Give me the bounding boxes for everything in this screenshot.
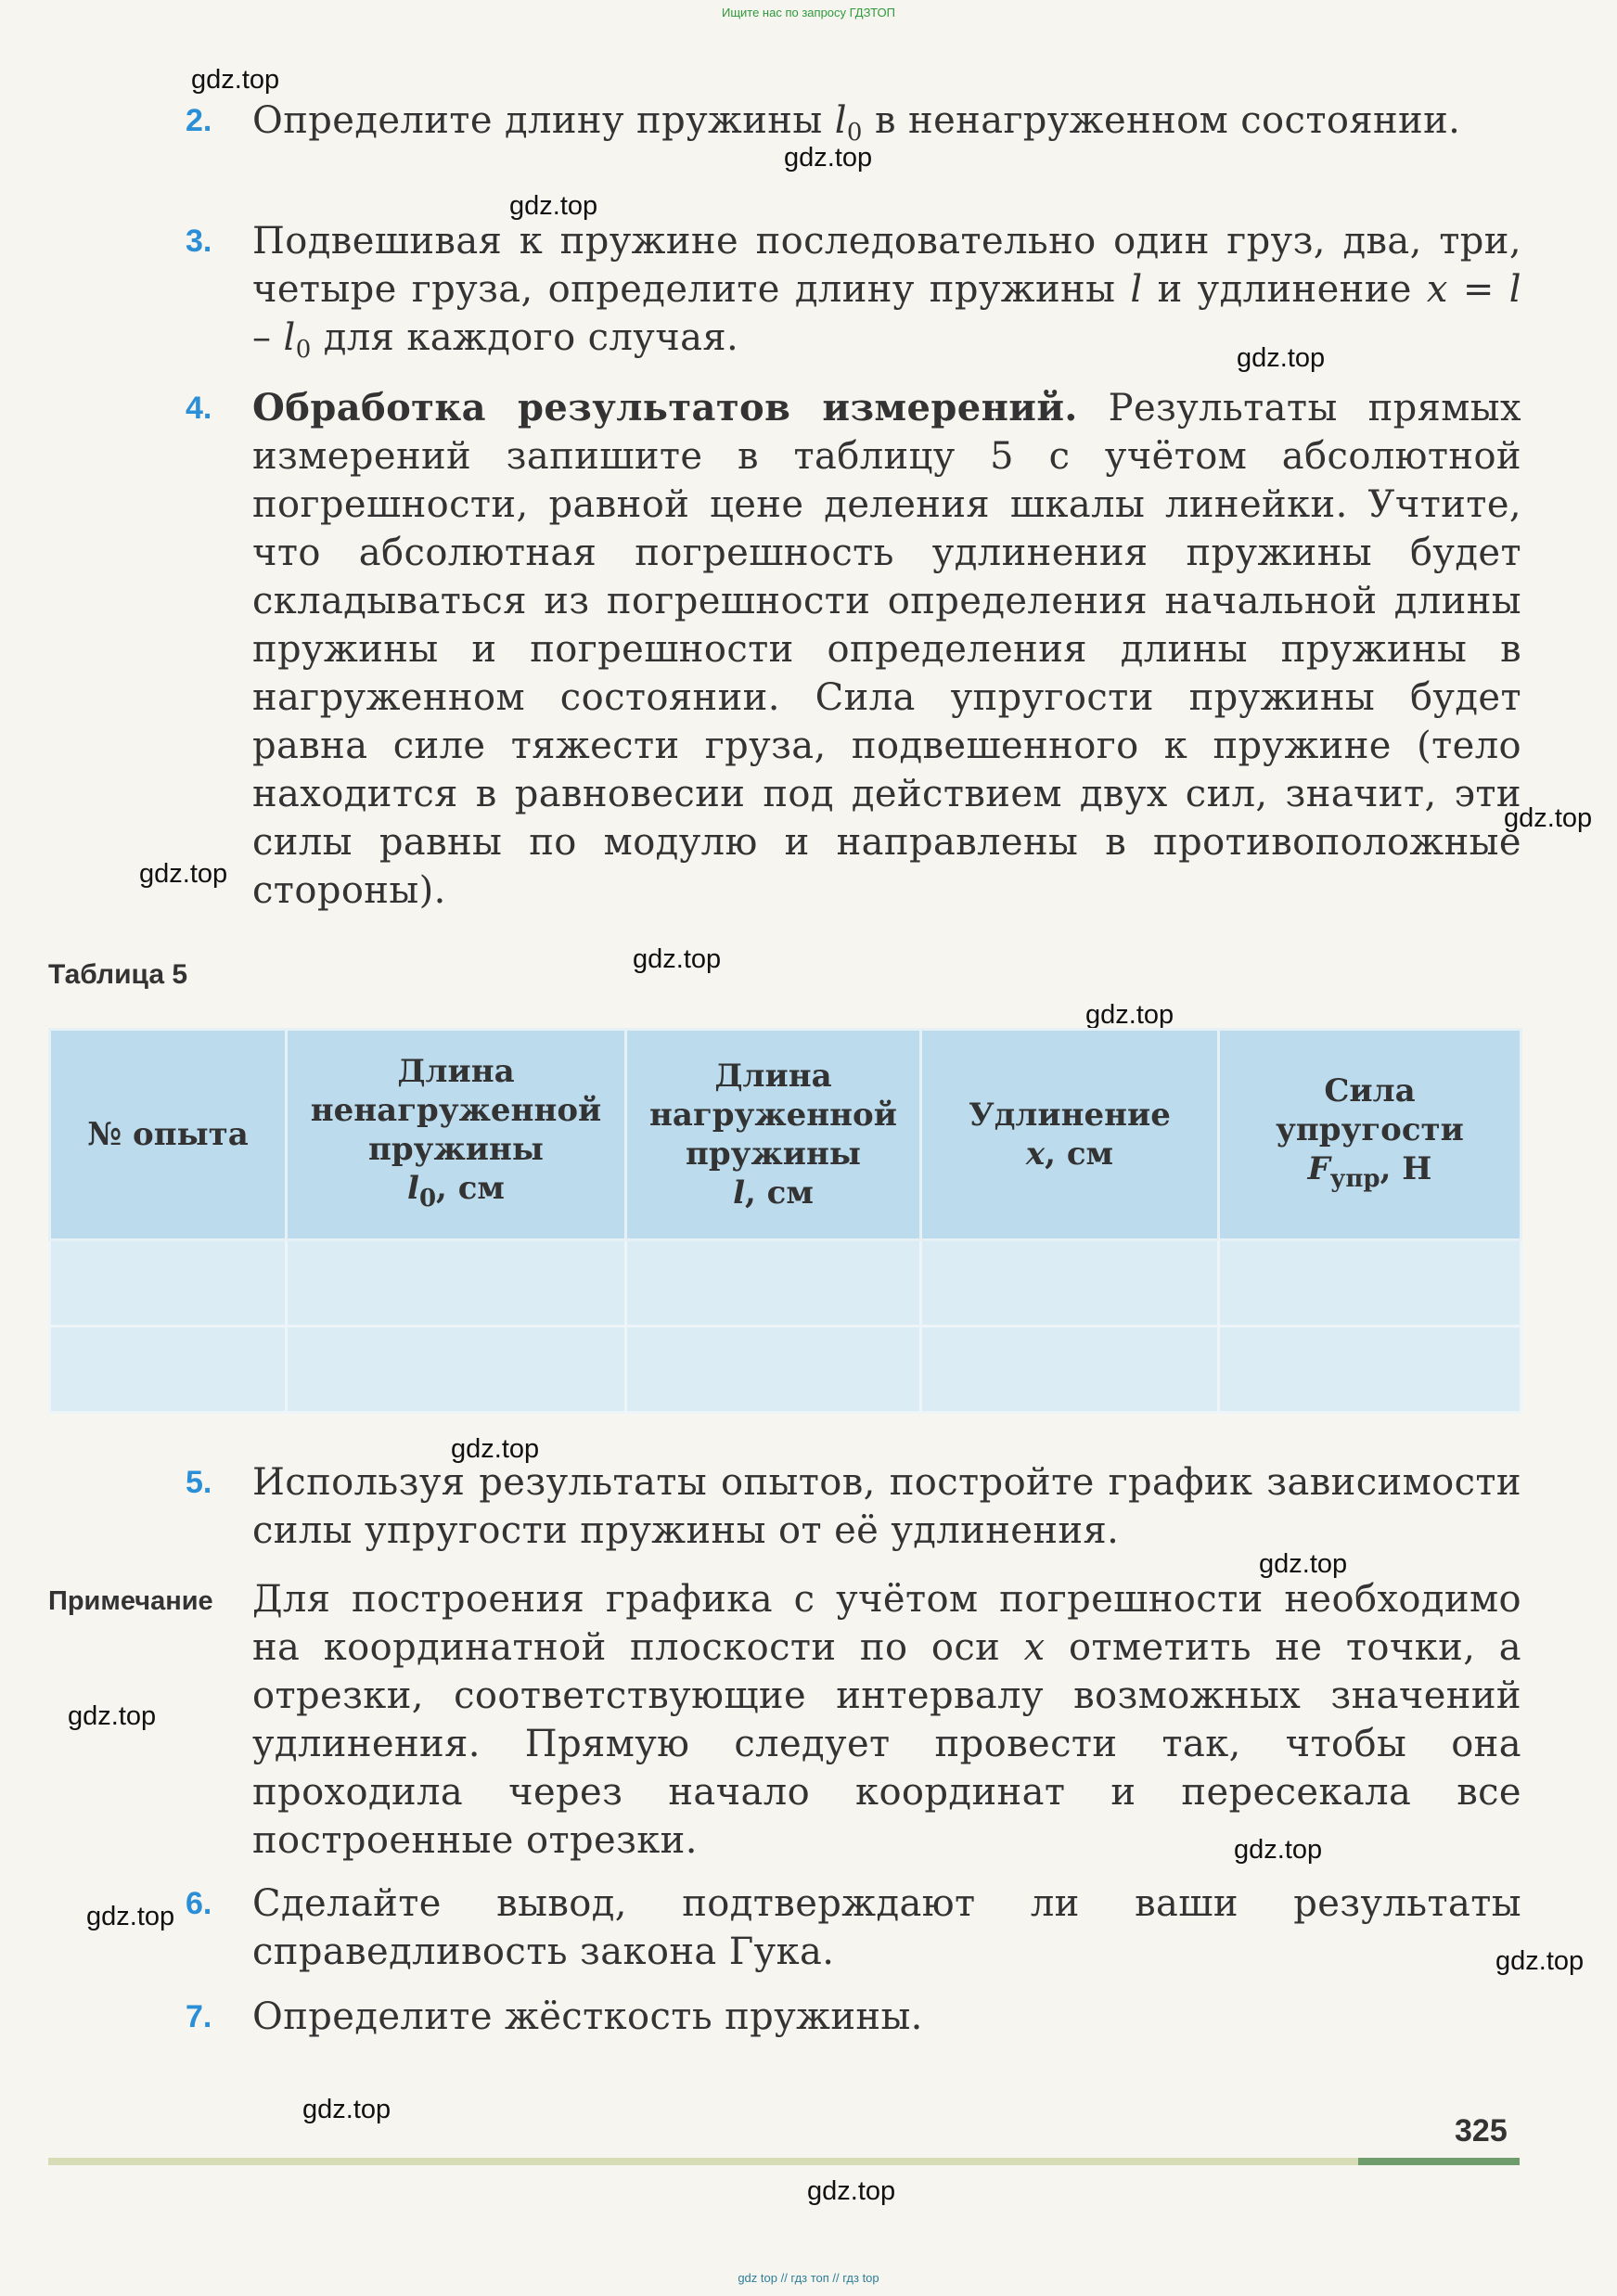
watermark: gdz.top [139, 859, 228, 889]
watermark: gdz.top [807, 2176, 896, 2206]
page-number: 325 [1455, 2113, 1508, 2148]
bottom-banner: gdz top // гдз топ // гдз top [738, 2271, 879, 2285]
table-caption: Таблица 5 [48, 959, 188, 990]
table-cell [287, 1240, 626, 1327]
watermark: gdz.top [1237, 343, 1326, 373]
watermark: gdz.top [509, 191, 598, 221]
table-cell [1219, 1327, 1521, 1413]
table-cell [626, 1327, 921, 1413]
table-header-unloaded-length: Длина ненагруженной пружины $l_0$, см [287, 1030, 626, 1240]
watermark: gdz.top [1504, 803, 1593, 833]
table-cell [50, 1240, 287, 1327]
watermark: gdz.top [1495, 1946, 1585, 1976]
task-number: 6. [186, 1886, 212, 1921]
task-text: Определите длину пружины $l_0$ в ненагруженном состоянии. [252, 99, 1461, 147]
task-number: 3. [186, 224, 212, 259]
table-header-loaded-length: Длина нагруженной пружины l, см [626, 1030, 921, 1240]
footer-rule-accent [1358, 2158, 1520, 2165]
watermark: gdz.top [1259, 1549, 1348, 1579]
task-number: 7. [186, 1999, 212, 2034]
table-header-elongation: Удлинение x, см [921, 1030, 1219, 1240]
task-item-5 [186, 1458, 1521, 1555]
watermark: gdz.top [1234, 1835, 1323, 1865]
table-cell [287, 1327, 626, 1413]
task-number: 2. [186, 103, 212, 138]
task-text: Используя результаты опытов, постройте график зависимости силы упругости пружины от её удлинения. [252, 1461, 1521, 1552]
table-cell [50, 1327, 287, 1413]
table-row [50, 1240, 1521, 1327]
watermark: gdz.top [784, 143, 873, 173]
table-header-experiment-no: № опыта [50, 1030, 287, 1240]
watermark: gdz.top [1085, 1000, 1174, 1030]
note-text: Для построения графика с учётом погрешности необходимо на координатной плоскости по оси x отметить не точки, а отрезки, соответствующие интервалу возможных значений удлинения. Прямую следует провести так, чтобы она проходила через начало координат и пересекала все построенные отрезки. [252, 1578, 1521, 1862]
watermark: gdz.top [451, 1434, 540, 1464]
table-cell [1219, 1240, 1521, 1327]
task-text: Определите жёсткость пружины. [252, 1995, 923, 2038]
footer-rule [48, 2158, 1358, 2165]
watermark: gdz.top [191, 65, 280, 95]
results-table [48, 1028, 1522, 1414]
watermark: gdz.top [633, 944, 722, 974]
table-cell [921, 1240, 1219, 1327]
task-number: 4. [186, 391, 212, 426]
table-row [50, 1327, 1521, 1413]
task-item-7 [186, 1993, 1521, 2041]
task-number: 5. [186, 1465, 212, 1500]
table-cell [626, 1240, 921, 1327]
note-label: Примечание [48, 1586, 213, 1616]
task-text: Сделайте вывод, подтверждают ли ваши результаты справедливость закона Гука. [252, 1882, 1521, 1973]
top-banner: Ищите нас по запросу ГДЗТОП [721, 6, 895, 19]
task-item-3 [186, 217, 1521, 374]
task-item-2 [186, 96, 1521, 157]
note-text-block [252, 1575, 1521, 1865]
task-text: Подвешивая к пружине последовательно один груз, два, три, четыре груза, определите длину пружины l и удлинение $x = l - l_0$ для каждого случая. [252, 220, 1521, 364]
watermark: gdz.top [86, 1902, 175, 1931]
task-item-4 [186, 384, 1521, 915]
watermark: gdz.top [302, 2095, 391, 2124]
table-cell [921, 1327, 1219, 1413]
task-item-6 [186, 1879, 1521, 1976]
table-header-elastic-force: Сила упругости $F_{упр}$, Н [1219, 1030, 1521, 1240]
task-text: Обработка результатов измерений. Результаты прямых измерений запишите в таблицу 5 с учётом абсолютной погрешности, равной цене деления шкалы линейки. Учтите, что абсолютная погрешность удлинения пружины будет складываться из погрешности определения начальной длины пружины и погрешности определения длины пружины в нагруженном состоянии. Сила упругости пружины будет равна силе тяжести груза, подвешенного к пружине (тело находится в равновесии под действием двух сил, значит, эти силы равны по модулю и направлены в противоположные стороны). [252, 386, 1521, 912]
watermark: gdz.top [68, 1701, 157, 1731]
